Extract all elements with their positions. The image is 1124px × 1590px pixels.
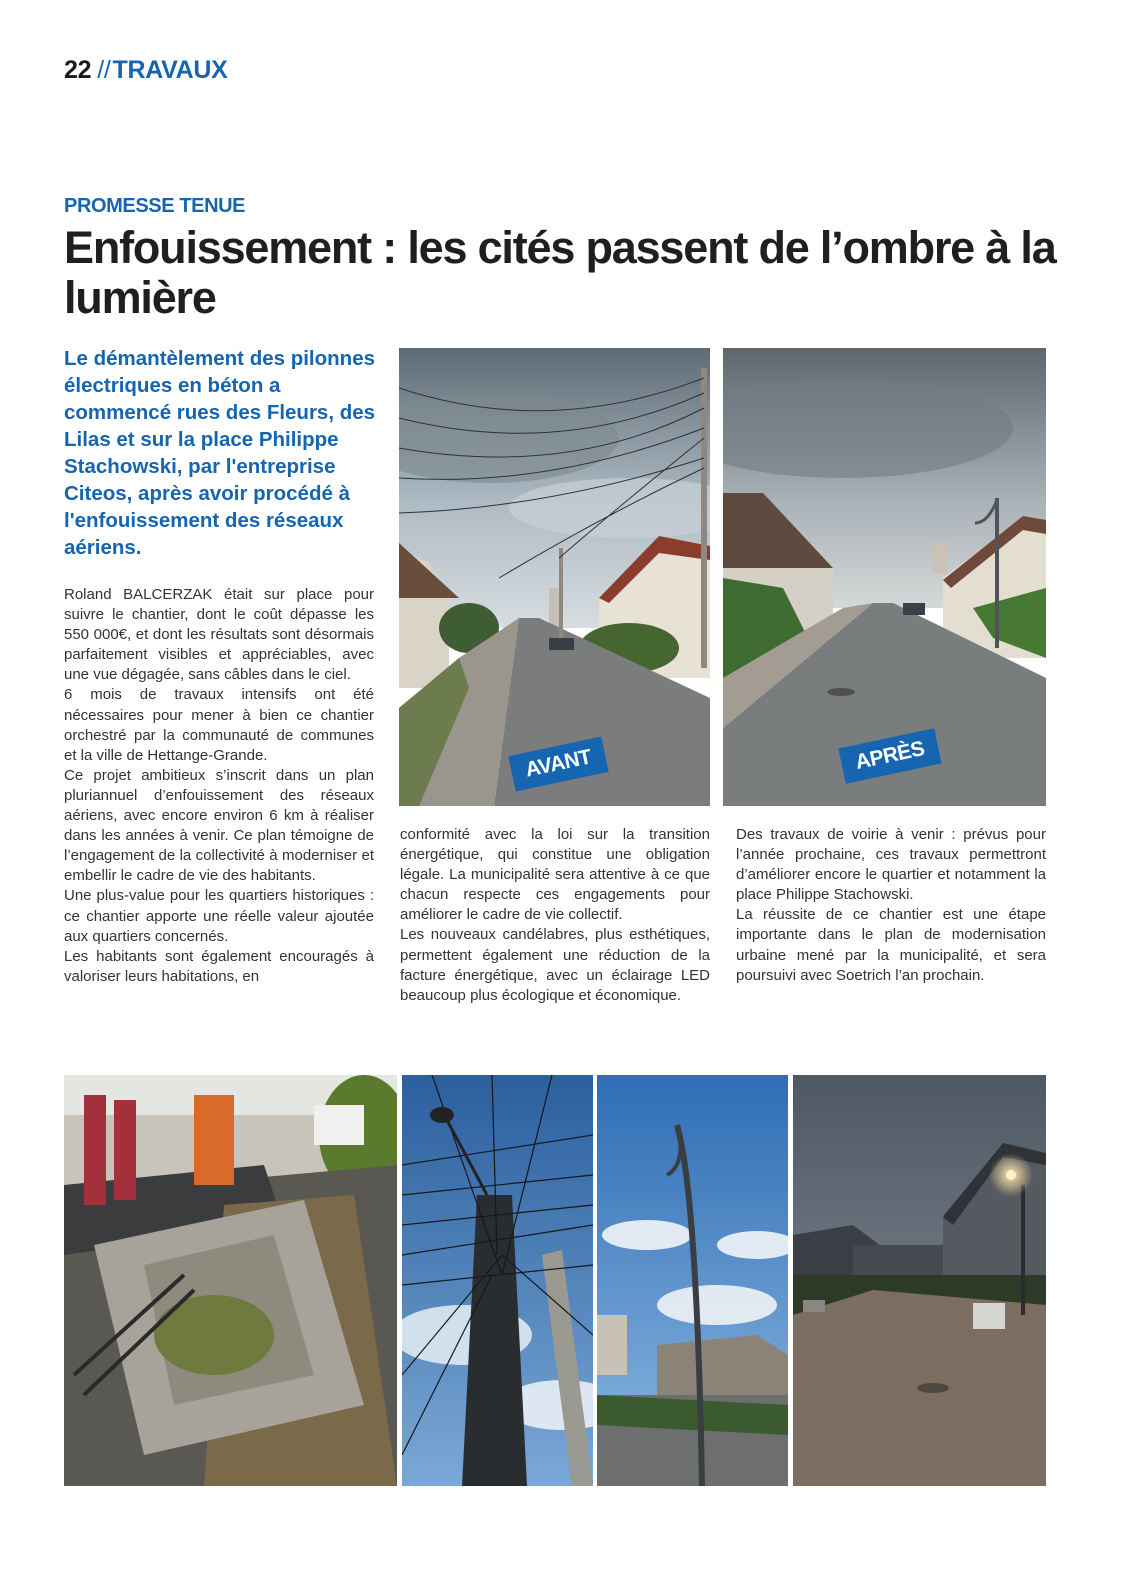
paragraph: Une plus-value pour les quartiers historiques : ce chantier apporte une réelle valeur ajoutée aux quartiers concernés. — [64, 887, 374, 945]
section-title: TRAVAUX — [112, 56, 228, 84]
article-column-3 — [736, 825, 1046, 986]
photo-new-lamp-post — [597, 1075, 788, 1486]
after-badge: APRÈS — [838, 728, 941, 784]
paragraph: Des travaux de voirie à venir : prévus pour l’année prochaine, ces travaux permettront d’améliorer encore le quartier et notamment la place Philippe Stachowski. — [736, 826, 1046, 904]
paragraph: La réussite de ce chantier est une étape importante dans le plan de modernisation urbaine mené par la municipalité, et sera poursuivi avec Soetrich l’an prochain. — [736, 906, 1046, 984]
page-header — [64, 56, 228, 85]
article-column-2 — [400, 825, 710, 1006]
paragraph: Ce projet ambitieux s’inscrit dans un plan pluriannuel d’enfouissement des réseaux aériens, avec encore environ 6 km à réaliser dans les années à venir. Ce plan témoigne de l’engagement de la collectivité à moderniser et embellir le cadre de vie des habitants. — [64, 766, 374, 885]
paragraph: 6 mois de travaux intensifs ont été nécessaires pour mener à bien ce chantier orchestré par la communauté de communes et la ville de Hettange-Grande. — [64, 686, 374, 764]
photo-night-street — [793, 1075, 1046, 1486]
article-lead: Le démantèlement des pilonnes électriques en béton a commencé rues des Fleurs, des Lilas et sur la place Philippe Stachowski, par l'entreprise Citeos, après avoir procédé à l'enfouissement des réseaux aériens. — [64, 347, 376, 559]
article-kicker: PROMESSE TENUE — [64, 195, 246, 217]
photo-wires-sky — [402, 1075, 593, 1486]
before-badge: AVANT — [508, 737, 608, 792]
photo-workers-pylon — [64, 1075, 397, 1486]
paragraph: Les nouveaux candélabres, plus esthétiques, permettent également une réduction de la facture énergétique, avec un éclairage LED beaucoup plus écologique et économique. — [400, 926, 710, 1004]
article-title: Enfouissement : les cités passent de l’ombre à la lumière — [64, 222, 1056, 323]
article-column-1 — [64, 585, 374, 987]
header-separator: // — [97, 56, 111, 84]
page-number: 22 — [64, 56, 92, 84]
photo-after-street — [723, 348, 1046, 806]
paragraph: Roland BALCERZAK était sur place pour suivre le chantier, dont le coût dépasse les 550 000€, et dont les résultats sont désormais parfaitement visibles et appréciables, avec une vue dégagée, sans câbles dans le ciel. — [64, 586, 374, 684]
paragraph: Les habitants sont également encouragés à valoriser leurs habitations, en — [64, 947, 374, 985]
paragraph: conformité avec la loi sur la transition énergétique, qui constitue une obligation légale. La municipalité sera attentive à ce que chacun respecte ces engagements pour améliorer le cadre de vie collectif. — [400, 826, 710, 924]
photo-before-street — [399, 348, 710, 806]
